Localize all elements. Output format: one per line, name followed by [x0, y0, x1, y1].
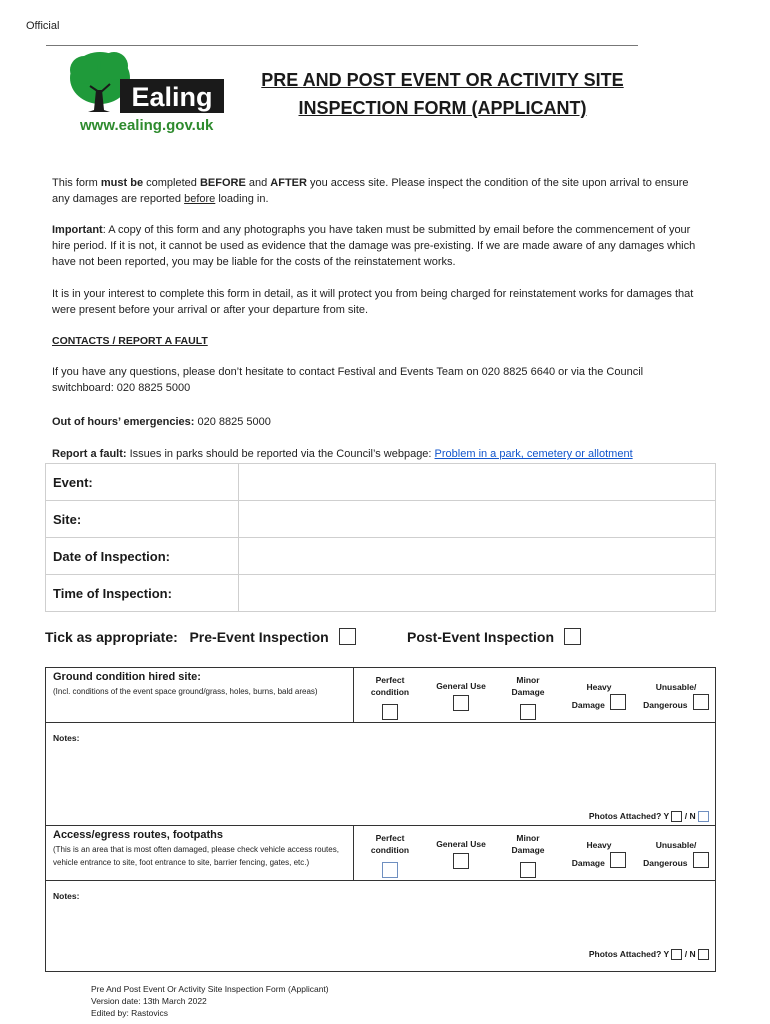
option-general: General Use	[431, 838, 491, 869]
time-field[interactable]	[239, 575, 716, 612]
photos-yes-checkbox[interactable]	[671, 949, 682, 960]
photos-attached: Photos Attached? Y / N	[589, 811, 709, 822]
post-event-checkbox[interactable]	[564, 628, 581, 645]
event-label: Event:	[46, 464, 239, 501]
photos-attached: Photos Attached? Y / N	[589, 949, 709, 960]
page-title: PRE AND POST EVENT OR ACTIVITY SITE INSPECTION FORM (APPLICANT)	[261, 70, 624, 118]
date-field[interactable]	[239, 538, 716, 575]
option-minor: Minor Damage	[502, 674, 554, 720]
footer-editor: Edited by: Rastovics	[91, 1008, 169, 1018]
site-field[interactable]	[239, 501, 716, 538]
option-perfect: Perfect condition	[364, 832, 416, 878]
photos-no-checkbox[interactable]	[698, 811, 709, 822]
table-row	[46, 464, 716, 501]
checkbox-minor[interactable]	[520, 862, 536, 878]
photos-yes-checkbox[interactable]	[671, 811, 682, 822]
ground-notes-box[interactable]	[45, 722, 716, 826]
option-unusable: Unusable/ Dangerous	[639, 681, 713, 711]
contacts-heading: CONTACTS / REPORT A FAULT	[52, 335, 208, 347]
option-unusable: Unusable/ Dangerous	[639, 839, 713, 869]
pre-event-label: Pre-Event Inspection	[189, 629, 329, 645]
access-notes-box[interactable]	[45, 880, 716, 972]
time-label: Time of Inspection:	[46, 575, 239, 612]
intro-paragraph-3: It is in your interest to complete this form in detail, as it will protect you from being charged for reinstatement works for damages that were present before your arrival or after your departure from site.	[52, 288, 694, 316]
inspection-details-table	[45, 463, 716, 612]
checkbox-heavy[interactable]	[610, 694, 626, 710]
option-general: General Use	[431, 680, 491, 711]
option-heavy: Heavy Damage	[564, 839, 634, 869]
checkbox-heavy[interactable]	[610, 852, 626, 868]
svg-text:Ealing: Ealing	[131, 82, 213, 112]
date-label: Date of Inspection:	[46, 538, 239, 575]
pre-event-checkbox[interactable]	[339, 628, 356, 645]
table-row	[46, 538, 716, 575]
report-fault: Report a fault: Issues in parks should be reported via the Council’s webpage: Problem in a park, cemetery or allotment	[52, 448, 633, 460]
checkbox-unusable[interactable]	[693, 852, 709, 868]
header-divider	[46, 45, 638, 46]
intro-paragraph-2: Important: A copy of this form and any photographs you have taken must be submitted by email before the commencement of your hire period. If it is not, it cannot be used as evidence that the damage was pre-existing. If we are made aware of any damages which have not been reported, you may be liable for the costs of the reinstatement works.	[52, 224, 696, 268]
option-perfect: Perfect condition	[364, 674, 416, 720]
ground-condition-header: Ground condition hired site: (Incl. conditions of the event space ground/grass, holes, burns, bald areas)	[46, 668, 354, 722]
notes-label: Notes:	[53, 733, 80, 743]
checkbox-general[interactable]	[453, 853, 469, 869]
table-row	[46, 575, 716, 612]
report-fault-link[interactable]: Problem in a park, cemetery or allotment	[434, 448, 633, 460]
tick-label: Tick as appropriate:	[45, 629, 178, 645]
ground-condition-section	[45, 667, 716, 723]
event-field[interactable]	[239, 464, 716, 501]
option-minor: Minor Damage	[502, 832, 554, 878]
footer	[91, 983, 329, 1019]
checkbox-perfect[interactable]	[382, 862, 398, 878]
intro-paragraph-1: This form must be completed BEFORE and AFTER you access site. Please inspect the condition of the site upon arrival to ensure any damages are reported before loading in.	[52, 177, 689, 205]
post-event-row	[407, 629, 581, 645]
checkbox-unusable[interactable]	[693, 694, 709, 710]
footer-title: Pre And Post Event Or Activity Site Inspection Form (Applicant)	[91, 984, 329, 994]
out-of-hours: Out of hours’ emergencies: 020 8825 5000	[52, 416, 271, 428]
access-routes-header: Access/egress routes, footpaths (This is an area that is most often damaged, please check vehicle access routes, vehicle entrance to site, foot entrance to site, barrier fencing, gates, etc.)	[46, 826, 354, 880]
photos-no-checkbox[interactable]	[698, 949, 709, 960]
post-event-label: Post-Event Inspection	[407, 629, 555, 645]
contacts-questions: If you have any questions, please don’t hesitate to contact Festival and Events Team on 020 8825 6640 or via the Council switchboard: 020 8825 5000	[52, 366, 644, 394]
checkbox-perfect[interactable]	[382, 704, 398, 720]
checkbox-minor[interactable]	[520, 704, 536, 720]
checkbox-general[interactable]	[453, 695, 469, 711]
logo-url: www.ealing.gov.uk	[80, 117, 214, 134]
access-routes-section	[45, 825, 716, 881]
site-label: Site:	[46, 501, 239, 538]
footer-version: Version date: 13th March 2022	[91, 996, 207, 1006]
classification-label: Official	[26, 20, 60, 32]
notes-label: Notes:	[53, 891, 80, 901]
tick-row	[45, 629, 356, 645]
option-heavy: Heavy Damage	[564, 681, 634, 711]
table-row	[46, 501, 716, 538]
